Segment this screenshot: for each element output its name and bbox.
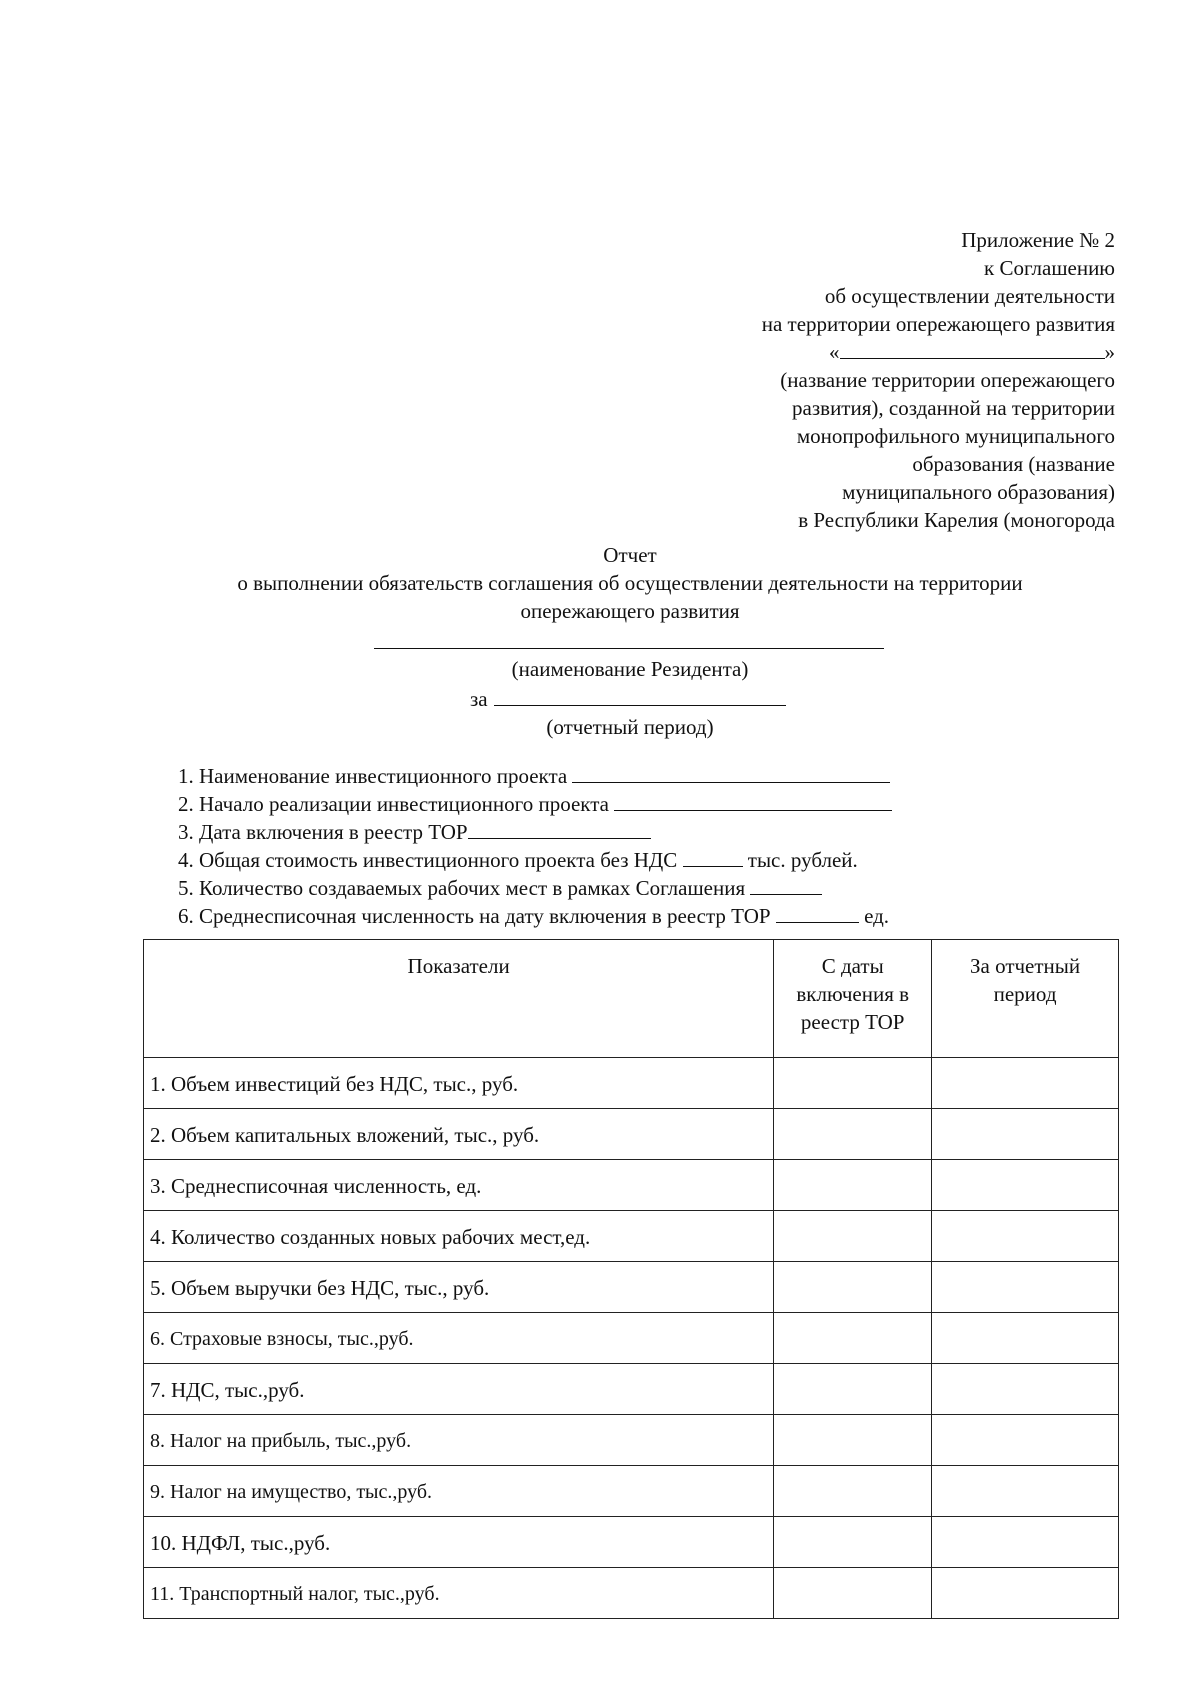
close-quote: » <box>1104 340 1115 364</box>
blank-underline <box>614 791 892 811</box>
table-row <box>144 1058 1119 1109</box>
header-reporting-period <box>932 940 1119 1058</box>
blank-underline <box>776 903 859 923</box>
list-item: 5. Количество создаваемых рабочих мест в рамках Соглашения <box>178 874 892 902</box>
table-row <box>144 1364 1119 1415</box>
reporting-period-cell[interactable] <box>932 1109 1119 1160</box>
appendix-line: образования (название <box>912 452 1115 476</box>
indicator-label: 5. Объем выручки без НДС, тыс., руб. <box>144 1262 774 1313</box>
table-row <box>144 1517 1119 1568</box>
reporting-period-cell[interactable] <box>932 1211 1119 1262</box>
reporting-period-cell[interactable] <box>932 1517 1119 1568</box>
table-row <box>144 1262 1119 1313</box>
report-subtitle: опережающего развития <box>520 599 740 623</box>
indicator-label: 7. НДС, тыс.,руб. <box>144 1364 774 1415</box>
since-inclusion-cell[interactable] <box>774 1058 932 1109</box>
list-item: 2. Начало реализации инвестиционного проекта <box>178 790 892 818</box>
appendix-line: Приложение № 2 <box>961 228 1115 252</box>
header-line: период <box>993 982 1057 1006</box>
since-inclusion-cell[interactable] <box>774 1160 932 1211</box>
list-item: 6. Среднесписочная численность на дату включения в реестр ТОР ед. <box>178 904 890 928</box>
resident-name-underline <box>374 648 884 649</box>
period-row <box>470 685 786 713</box>
header-line: реестр ТОР <box>800 1010 905 1034</box>
blank-underline <box>572 763 890 783</box>
appendix-line: об осуществлении деятельности <box>824 284 1115 308</box>
appendix-line: муниципального образования) <box>842 480 1115 504</box>
since-inclusion-cell[interactable] <box>774 1364 932 1415</box>
reporting-period-cell[interactable] <box>932 1262 1119 1313</box>
table-row <box>144 1568 1119 1619</box>
report-title-block <box>140 541 1120 625</box>
indicator-label: 4. Количество созданных новых рабочих мест,ед. <box>144 1211 774 1262</box>
indicator-label: 6. Страховые взносы, тыс.,руб. <box>144 1313 774 1364</box>
table-header-row <box>144 940 1119 1058</box>
blank-underline <box>750 875 822 895</box>
table-row <box>144 1109 1119 1160</box>
indicator-label: 11. Транспортный налог, тыс.,руб. <box>144 1568 774 1619</box>
indicator-label: 8. Налог на прибыль, тыс.,руб. <box>144 1415 774 1466</box>
indicator-label: 3. Среднесписочная численность, ед. <box>144 1160 774 1211</box>
reporting-period-cell[interactable] <box>932 1568 1119 1619</box>
indicator-label: 10. НДФЛ, тыс.,руб. <box>144 1517 774 1568</box>
reporting-period-cell[interactable] <box>932 1415 1119 1466</box>
reporting-period-cell[interactable] <box>932 1466 1119 1517</box>
reporting-period-cell[interactable] <box>932 1160 1119 1211</box>
header-since-inclusion <box>774 940 932 1058</box>
reporting-period-cell[interactable] <box>932 1364 1119 1415</box>
since-inclusion-cell[interactable] <box>774 1568 932 1619</box>
blank-underline <box>683 847 743 867</box>
indicator-label: 9. Налог на имущество, тыс.,руб. <box>144 1466 774 1517</box>
table-row <box>144 1211 1119 1262</box>
territory-name-blank <box>762 338 1115 366</box>
territory-name-underline <box>840 340 1105 359</box>
indicators-table <box>143 939 1119 1619</box>
since-inclusion-cell[interactable] <box>774 1109 932 1160</box>
reporting-period-cell[interactable] <box>932 1313 1119 1364</box>
table-row <box>144 1313 1119 1364</box>
since-inclusion-cell[interactable] <box>774 1466 932 1517</box>
blank-underline <box>468 819 651 839</box>
table-row <box>144 1160 1119 1211</box>
list-item: 3. Дата включения в реестр ТОР <box>178 818 892 846</box>
since-inclusion-cell[interactable] <box>774 1313 932 1364</box>
header-line: включения в <box>796 982 910 1006</box>
header-line: С даты <box>821 954 884 978</box>
period-caption: (отчетный период) <box>546 715 714 739</box>
table-row <box>144 1466 1119 1517</box>
indicator-label: 1. Объем инвестиций без НДС, тыс., руб. <box>144 1058 774 1109</box>
appendix-line: (название территории опережающего <box>780 368 1115 392</box>
appendix-line: к Соглашению <box>984 256 1115 280</box>
list-item: 1. Наименование инвестиционного проекта <box>178 762 892 790</box>
report-title: Отчет <box>603 543 657 567</box>
since-inclusion-cell[interactable] <box>774 1415 932 1466</box>
appendix-line: на территории опережающего развития <box>761 312 1115 336</box>
since-inclusion-cell[interactable] <box>774 1211 932 1262</box>
open-quote: « <box>829 340 840 364</box>
report-subtitle: о выполнении обязательств соглашения об осуществлении деятельности на территории <box>237 571 1023 595</box>
appendix-line: монопрофильного муниципального <box>796 424 1115 448</box>
since-inclusion-cell[interactable] <box>774 1517 932 1568</box>
appendix-header <box>762 226 1115 534</box>
period-prefix: за <box>470 687 488 711</box>
header-line: За отчетный <box>970 954 1081 978</box>
header-indicators: Показатели <box>144 940 774 1058</box>
period-underline <box>494 685 786 706</box>
resident-caption: (наименование Резидента) <box>511 657 749 681</box>
list-item: 4. Общая стоимость инвестиционного проекта без НДС тыс. рублей. <box>178 848 858 872</box>
table-row <box>144 1415 1119 1466</box>
since-inclusion-cell[interactable] <box>774 1262 932 1313</box>
project-info-list <box>178 762 892 930</box>
indicator-label: 2. Объем капитальных вложений, тыс., руб. <box>144 1109 774 1160</box>
appendix-line: в Республики Карелия (моногорода <box>798 508 1115 532</box>
reporting-period-cell[interactable] <box>932 1058 1119 1109</box>
appendix-line: развития), созданной на территории <box>792 396 1115 420</box>
